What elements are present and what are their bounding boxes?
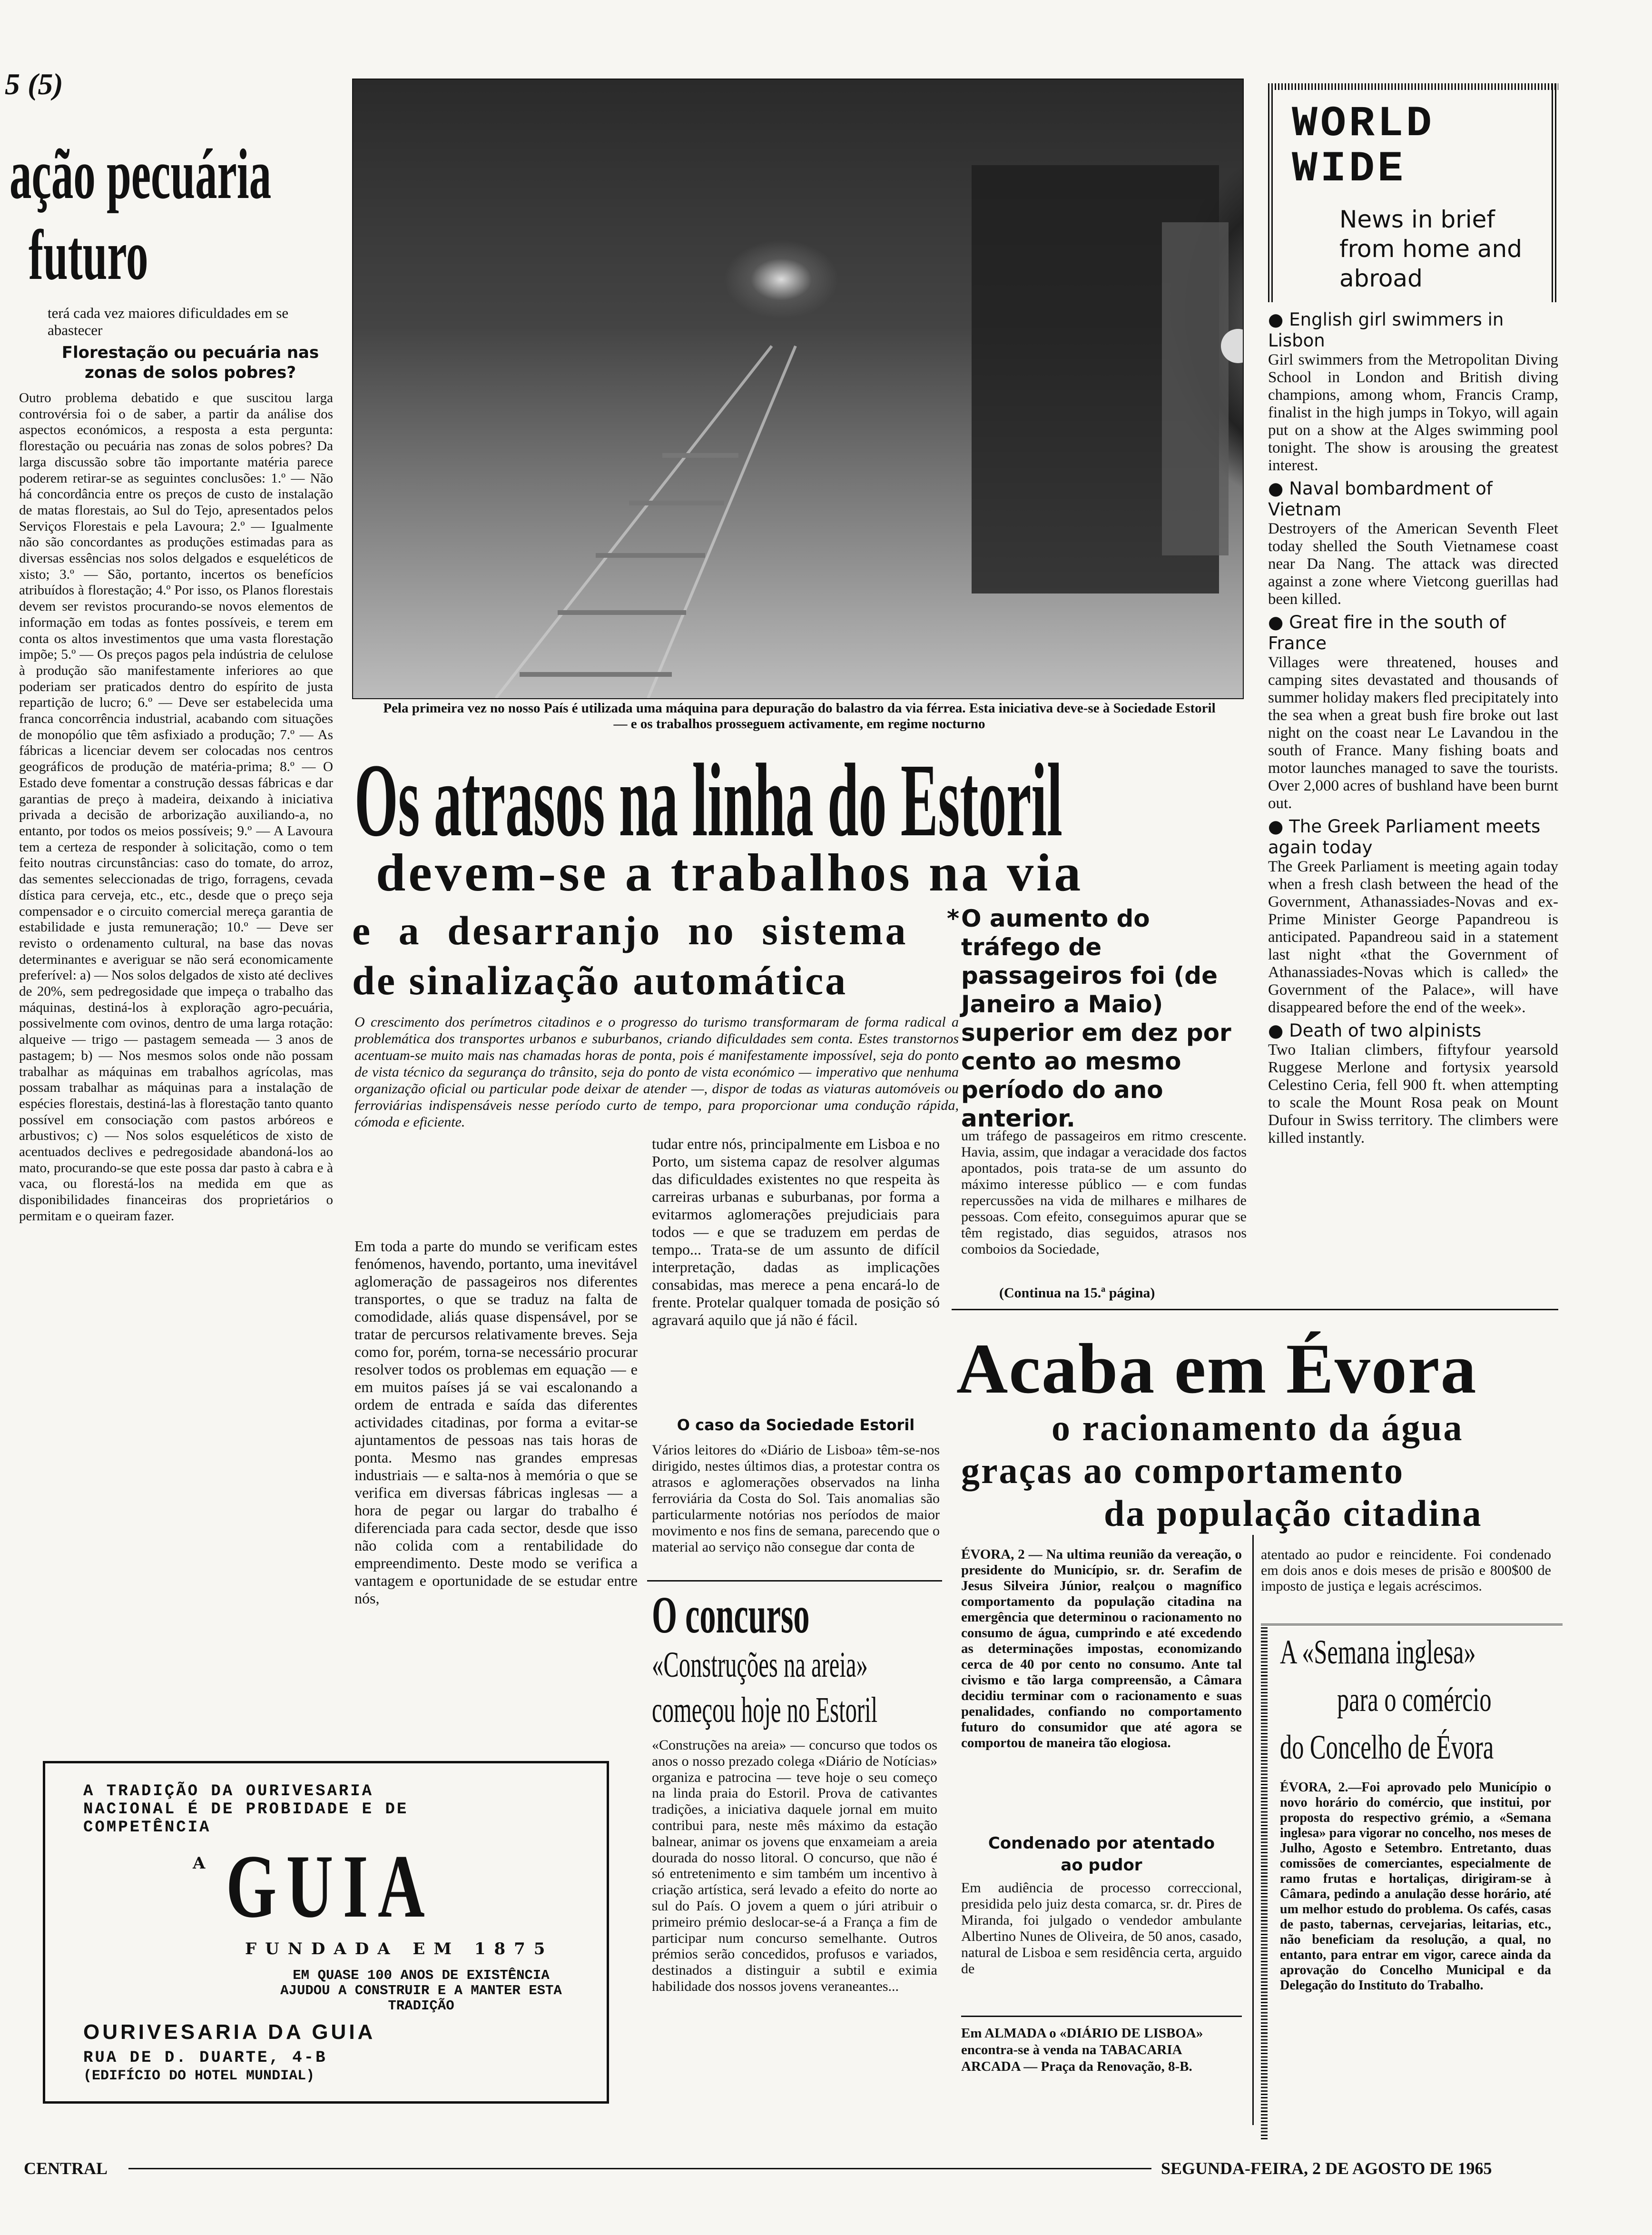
left-subhead: Florestação ou pecuária nas zonas de solos pobres?: [61, 343, 319, 382]
ww-item-body: The Greek Parliament is meeting again today when a fresh clash between the head of the Government, Athanassiades-Novas and ex-Prime Minister George Papandreou is anticipated. Papandreou said in a statement last night «that the Government of Athanassiades-Novas which is called» the Government of the Palace», will have disappeared before the end of the week».: [1268, 858, 1558, 1016]
footer-left: CENTRAL: [24, 2159, 108, 2178]
ad-tradition-line: A TRADIÇÃO DA OURIVESARIA NACIONAL É DE PROBIDADE E DE COMPETÊNCIA: [83, 1782, 409, 1837]
world-wide-box: [1268, 83, 1558, 302]
ww-item-body: Girl swimmers from the Metropolitan Diving School in London and British diving champions, among whom, Francis Cramp, finalist in the high jumps in Tokyo, will again put on a show at the Alges swimming pool tonight. The show is arousing the greatest interest.: [1268, 351, 1558, 474]
ww-item: [1268, 612, 1558, 812]
ww-item: [1268, 816, 1558, 1017]
left-body: Outro problema debatido e que suscitou larga controvérsia foi o de saber, a partir da análise dos aspectos económicos, a resposta a esta pergunta: florestação ou pecuária nas zonas de solos pobres? Da larga discussão sobre tão importante matéria parece poderem retirar-se as seguintes conclusões: 1.º — Não há concordância entre os preços de custo de instalação de matas florestais, ao Sul do Tejo, apresentados pelos Serviços Florestais e pela Lavoura; 2.º — Igualmente não são concordantes as produções estimadas para as diversas essências nos solos delgados e esqueléticos de xisto; 3.º — São, portanto, incertos os benefícios atribuídos à florestação; 4.º Por isso, os Planos florestais devem ser revistos procurando-se novos elementos de informação em todas as fontes possíveis, e terem em conta os altos investimentos que uma vasta florestação impõe; 5.º — Os preços pagos pela indústria de celulose à produção são manifestamente inferiores ao que poderiam ser praticados dentro do espírito de justa repartição de lucro; 6.º — Deve ser estabelecida uma franca concorrência industrial, acabando com situações de monopólio que têm asfixiado a produção; 7.º — As fábricas a licenciar devem ser colocadas nos centros geográficos de produção de matéria-prima; 8.º — O Estado deve fomentar a construção dessas fábricas e dar garantias de preço à madeira, deixando à iniciativa privada a decisão de arborização auxiliando-a, no entanto, por todos os meios possíveis; 9.º — A Lavoura tem a certeza de responder à solicitação, como o tem feito noutras circunstâncias: caso do tomate, do arroz, das sementes seleccionadas de trigo, forragens, cevada dística para cerveja, etc., etc., desde que o preço seja compensador e o circuito comercial mereça garantia de estabilidade e justa remuneração; 10.º — Deve ser revisto o ordenamento cultural, na base das novas determinantes e averiguar se não será economicamente preferível: a) — Nos solos delgados de xisto até declives de 20%, sem pedregosidade que impeça o trabalho das máquinas, destiná-los à exploração agro-pecuária, possivelmente com ovinos, dentro de uma larga rotação: alqueive — trigo — pastagem semeada — 3 anos de pastagem; b) — Nos mesmos solos onde não possam trabalhar as máquinas em trabalhos agrícolas, mas possam trabalhar as máquinas para a instalação de espécies florestais, destiná-las à florestação tanto quanto possível em consociação com pastos arbóreos e arbustivos; c) — Nos solos esqueléticos de xisto de acentuados declives e pedregosidade abandoná-los ao mato, procurando-se que este possa dar pasto à cabra e à vaca, ou florestá-los na medida em que as disponibilidades financeiras dos proprietários o permitam e o queiram fazer.: [19, 390, 333, 1224]
evora-sub-condenado: Condenado por atentado ao pudor: [988, 1834, 1215, 1875]
railway-photo-art: [353, 79, 1243, 698]
ad-prefix: A: [193, 1854, 206, 1873]
ad-address: RUA DE D. DUARTE, 4-B: [83, 2049, 327, 2067]
continua-note: (Continua na 15.ª página): [999, 1285, 1155, 1301]
concurso-sub2: começou hoje no Estoril: [652, 1690, 878, 1730]
guia-ad: [43, 1761, 609, 2104]
ww-border-left: [1268, 83, 1275, 302]
main-col1-body: Em toda a parte do mundo se verificam estes fenómenos, havendo, portanto, uma inevitável aglomeração de passageiros nos diferentes transportes, o que se traduz na falta de comodidade, aliás quase dispensável, por se tratar de percursos relativamente breves. Seja como for, porém, torna-se necessário procurar resolver todos os problemas em equação — e em muitos países já se vai escalonando a ordem de entrada e saída das diferentes actividades citadinas, por forma a evitar-se ajuntamentos de pessoas nas tais horas de ponta. Mesmo nas grandes empresas industriais — e salta-nos à memória o que se verifica em diversas fábricas inglesas — a hora de pegar ou largar do trabalho é diferenciada para cada sector, desde que isso não colida com a rentabilidade do empreendimento. Deste modo se verifica a vantagem e oportunidade de se estudar entre nós,: [354, 1237, 638, 1607]
sidebar-star: *: [947, 905, 960, 932]
evora-top-rule: [952, 1309, 1558, 1310]
evora-body-3: atentado ao pudor e reincidente. Foi condenado em dois anos e dois meses de prisão e 800$00 de imposto de justiça e legais acréscimos.: [1261, 1547, 1551, 1594]
left-headline-2: futuro: [29, 216, 148, 295]
world-wide-items: [1268, 309, 1558, 1147]
almada-notice: Em ALMADA o «DIÁRIO DE LISBOA» encontra-se à venda na TABACARIA ARCADA — Praça da Renovação, 8-B.: [961, 2026, 1203, 2074]
footer-date: SEGUNDA-FEIRA, 2 DE AGOSTO DE 1965: [1161, 2159, 1492, 2178]
ad-brand-name: GUIA: [226, 1837, 434, 1937]
ww-item: [1268, 1020, 1558, 1147]
main-col3-body: um tráfego de passageiros em ritmo crescente. Havia, assim, que indagar a veracidade dos factos apontados, pois trata-se de um assunto do máximo interesse público — e com fundas repercussões na vida de milhares e milhares de pessoas. Com efeito, conseguimos apurar que se têm registado, dias seguidos, atrasos nos comboios da Sociedade,: [961, 1128, 1247, 1257]
left-intro: terá cada vez maiores dificuldades em se abastecer: [48, 305, 289, 338]
concurso-top-rule: [647, 1580, 942, 1582]
ww-item-head: ● Death of two alpinists: [1268, 1020, 1558, 1041]
ww-title-1: WORLD: [1292, 100, 1435, 148]
main-col2-body: tudar entre nós, principalmente em Lisboa e no Porto, um sistema capaz de resolver algumas das dificuldades existentes no que respeita às carreiras urbanas e suburbanas, por forma a evitarmos aglomerações prejudiciais para todos — e que se traduzem em perdas de tempo... Trata-se de um assunto de difícil interpretação, dadas as implicações consabidas, mas merece a pena encará-lo de frente. Protelar qualquer tomada de posição só agravará aquilo que já não é fácil.: [652, 1135, 940, 1328]
main-col2-body-b: Vários leitores do «Diário de Lisboa» têm-se-nos dirigido, nestes últimos dias, a protestar contra os atrasos e aglomerações observados na linha ferroviária da Costa do Sol. Tais anomalias são particularmente notórias nos períodos de maior movimento e nos fins de semana, parecendo que o material ao serviço não consegue dar conta de: [652, 1442, 940, 1555]
notice-rule: [961, 2016, 1242, 2017]
ww-item-head: ● English girl swimmers in Lisbon: [1268, 309, 1558, 351]
left-headline-1: ação pecuária: [10, 135, 272, 214]
concurso-title: O concurso: [652, 1586, 810, 1644]
main-subhead-1: devem-se a trabalhos na via: [376, 843, 1084, 902]
ww-item: [1268, 309, 1558, 475]
footer-rule: [128, 2168, 1151, 2169]
ww-border-right: [1552, 83, 1558, 302]
ww-item-body: Destroyers of the American Seventh Fleet today shelled the South Vietnamese coast near Da Nang. The attack was directed against a zone where Vietcong guerillas had been killed.: [1268, 520, 1558, 608]
evora-sub2: graças ao comportamento: [961, 1450, 1405, 1491]
ad-tagline: EM QUASE 100 ANOS DE EXISTÊNCIA AJUDOU A CONSTRUIR E A MANTER ESTA TRADIÇÃO: [280, 1968, 562, 2014]
ww-item-head: ● The Greek Parliament meets again today: [1268, 816, 1558, 858]
ww-subtitle: News in brief from home and abroad: [1339, 206, 1522, 292]
ww-item: [1268, 478, 1558, 608]
main-col2-subhead: O caso da Sociedade Estoril: [677, 1416, 915, 1434]
page-marker: 5 (5): [5, 67, 63, 101]
photo-caption: Pela primeira vez no nosso País é utilizada uma máquina para depuração do balastro da via férrea. Esta iniciativa deve-se à Sociedade Estoril — e os trabalhos prosseguem activamente, em regime nocturno: [383, 701, 1216, 732]
main-subhead-2: e a desarranjo no sistema: [352, 908, 908, 953]
ww-item-body: Villages were threatened, houses and camping sites devastated and thousands of summer holiday makers fled precipitately into the sea when a great bush fire broke out last night on the coast near Le Lavandou in the south of France. Many fishing boats and motor launches managed to save the tourists. Over 2,000 acres of bushland have been burnt out.: [1268, 654, 1558, 812]
evora-sub3: da população citadina: [1104, 1493, 1483, 1534]
main-lead: O crescimento dos perímetros citadinos e o progresso do turismo transformaram de forma radical a problemática dos transportes urbanos e suburbanos, criando dificuldades sem conta. Estes transtornos acentuam-se muito mais nas chamadas horas de ponta, pois é manifestamente impossível, seja do ponto de vista técnico da segurança do trânsito, seja do ponto de vista económico — imperativo que nenhuma organização oficial ou particular pode deixar de atender —, dispor de todas as viaturas automóveis ou ferroviárias indispensáveis nesse período curto de tempo, para proporcionar uma condução rápida, cómoda e eficiente.: [354, 1014, 959, 1130]
ad-shop-name: OURIVESARIA DA GUIA: [83, 2020, 376, 2044]
ww-item-body: Two Italian climbers, fiftyfour yearsold Ruggese Merlone and fortysix yearsold Celestino Ceria, fell 900 ft. when attempting to scale the Mount Rosa peak on Mount Dufour in Swiss territory. The climbers were killed instantly.: [1268, 1041, 1558, 1147]
railway-photo: [352, 79, 1244, 699]
main-subhead-3: de sinalização automática: [352, 958, 848, 1003]
traffic-sidebar: [947, 904, 1247, 1133]
concurso-sub1: «Construções na areia»: [652, 1645, 868, 1685]
ww-item-head: ● Naval bombardment of Vietnam: [1268, 478, 1558, 520]
evora-sub1: o racionamento da água: [1052, 1407, 1464, 1448]
evora-body-2: Em audiência de processo correccional, presidida pelo juiz desta comarca, sr. dr. Pires de Miranda, foi julgado o vendedor ambulante Albertino Nunes de Oliveira, de 50 anos, casado, natural de Lisboa e sem residência certa, arguido de: [961, 1880, 1242, 1977]
semana-title-1: A «Semana inglesa»: [1280, 1633, 1476, 1671]
ad-founded: FUNDADA EM 1875: [245, 1939, 554, 1958]
semana-title-2: para o comércio: [1337, 1681, 1492, 1719]
evora-body: ÉVORA, 2 — Na ultima reunião da vereação, o presidente do Município, sr. dr. Serafim de Jesus Silveira Júnior, realçou o magnífico comportamento da população citadina na emergência que determinou o racionamento no consumo de água, cumprindo e até excedendo as determinações impostas, economizando cerca de 40 por cento no consumo. Ante tal civismo e tão larga compreensão, a Câmara decidiu terminar com o racionamento e suas penalidades, confiando no comportamento futuro do consumidor que até agora se comportou de maneira tão elogiosa.: [961, 1547, 1242, 1750]
concurso-body: «Construções na areia» — concurso que todos os anos o nosso prezado colega «Diário de Notícias» organiza e patrocina — teve hoje o seu começo na linda praia do Estoril. Prova de cativantes tradições, a iniciativa daquele jornal em muito contribui para, neste mês máximo da estação balnear, animar os jovens que enxameiam a areia dourada do nosso litoral. O concurso, que não é só entretenimento e sim também um incentivo à criação artística, será levado a efeito do norte ao sul do País. O jovem a quem o júri atribuir o primeiro prémio deslocar-se-á a França a fim de participar num concurso semelhante. Outros prémios serão concedidos, profusos e variados, destinados a distinguir a subtil e eximia habilidade dos nossos jovens veraneantes...: [652, 1737, 937, 1994]
ww-title-2: WIDE: [1292, 145, 1406, 194]
ww-item-head: ● Great fire in the south of France: [1268, 612, 1558, 654]
evora-headline: Acaba em Évora: [956, 1329, 1477, 1408]
ww-border-top: [1268, 83, 1558, 90]
column-rule-evora: [1252, 1535, 1254, 2125]
ad-building: (EDIFÍCIO DO HOTEL MUNDIAL): [83, 2068, 315, 2084]
semana-title-3: do Concelho de Évora: [1280, 1728, 1494, 1766]
traffic-sidebar-text: O aumento do tráfego de passageiros foi (de Janeiro a Maio) superior em dez por cento ao mesmo período do ano anterior.: [961, 905, 1231, 1132]
semana-body: ÉVORA, 2.—Foi aprovado pelo Município o novo horário do comércio, que institui, por proposta do respectivo grémio, a «Semana inglesa» para vigorar no concelho, nos meses de Julho, Agosto e Setembro. Entretanto, duas comissões de comerciantes, especialmente de ramo frutas e hortaliças, dirigiram-se à Câmara, pedindo a anulação desse horário, até um melhor estudo do problema. Os cafés, casas de pasto, tabernas, cervejarias, leitarias, etc., não beneficiam da resolução, a qual, no entanto, para entrar em vigor, carece ainda da aprovação do Concelho Municipal e da Delegação do Instituto do Trabalho.: [1280, 1780, 1551, 1993]
main-headline: Os atrasos na linha do Estoril: [354, 742, 1062, 858]
